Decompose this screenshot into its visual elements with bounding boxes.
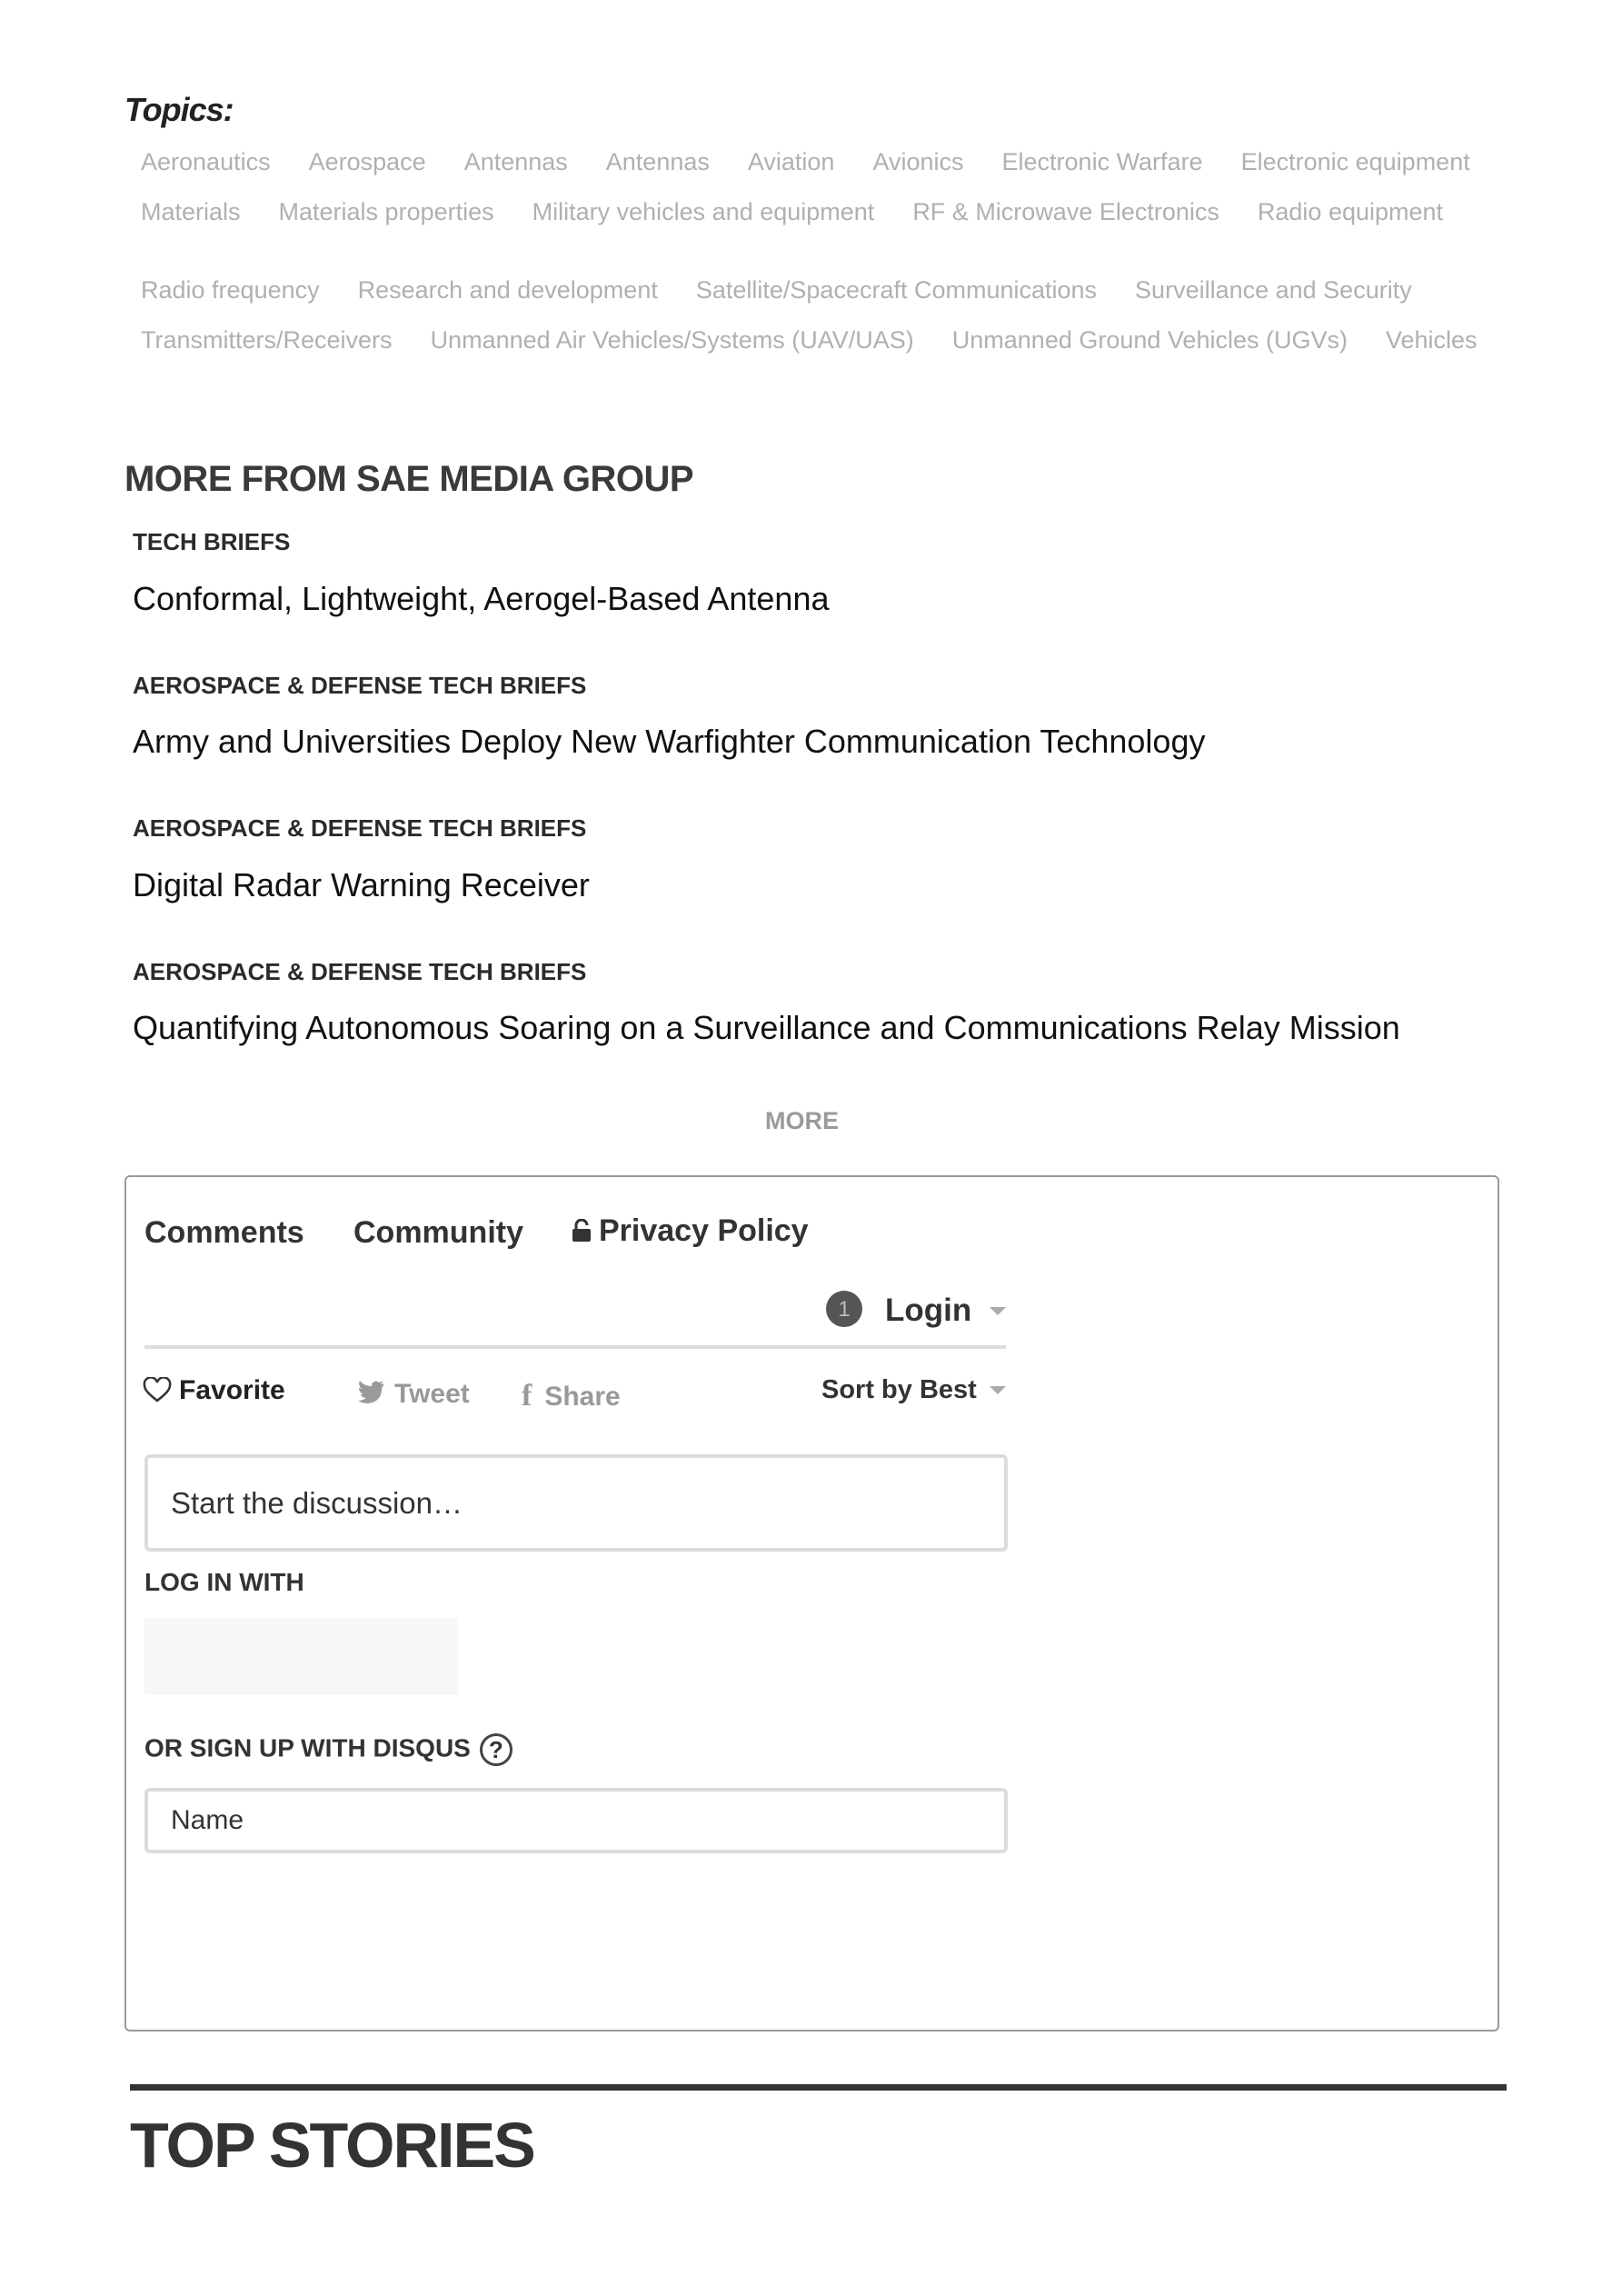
comment-input[interactable]: Start the discussion… (144, 1454, 1008, 1552)
help-icon[interactable]: ? (480, 1733, 512, 1766)
topic-link[interactable]: Materials properties (278, 198, 494, 225)
topic-link[interactable]: Aerospace (308, 148, 426, 175)
topic-link[interactable]: Unmanned Ground Vehicles (UGVs) (951, 326, 1348, 354)
story-category: AEROSPACE & DEFENSE TECH BRIEFS (133, 958, 587, 985)
top-stories-divider (130, 2084, 1507, 2091)
topics-row (141, 148, 1470, 176)
tweet-label: Tweet (394, 1379, 470, 1409)
topic-link[interactable]: Transmitters/Receivers (141, 326, 393, 354)
story-category: TECH BRIEFS (133, 528, 291, 555)
privacy-policy-label: Privacy Policy (599, 1213, 809, 1248)
log-in-with-label: LOG IN WITH (144, 1568, 304, 1596)
topic-link[interactable]: Avionics (872, 148, 964, 175)
favorite-button[interactable] (143, 1375, 285, 1406)
more-button[interactable]: MORE (765, 1107, 839, 1134)
privacy-policy-link[interactable] (572, 1213, 809, 1249)
social-login-buttons[interactable] (144, 1618, 458, 1695)
topic-link[interactable]: Electronic Warfare (1001, 148, 1203, 175)
topic-link[interactable]: Aviation (747, 148, 835, 175)
story-title-link[interactable]: Conformal, Lightweight, Aerogel-Based Antenna (133, 580, 830, 617)
sort-dropdown[interactable]: Sort by Best (821, 1375, 977, 1404)
twitter-icon (358, 1381, 385, 1404)
tab-community[interactable]: Community (353, 1215, 523, 1250)
topic-link[interactable]: Satellite/Spacecraft Communications (695, 276, 1098, 304)
sign-up-label (144, 1733, 512, 1766)
topic-link[interactable]: Aeronautics (141, 148, 271, 175)
tab-comments[interactable]: Comments (144, 1215, 304, 1250)
story-title-link[interactable]: Quantifying Autonomous Soaring on a Surveillance and Communications Relay Mission (133, 1009, 1400, 1046)
story-title-link[interactable]: Army and Universities Deploy New Warfighter Communication Technology (133, 723, 1206, 760)
topics-row (141, 276, 1412, 304)
more-from-heading: MORE FROM SAE MEDIA GROUP (124, 459, 694, 499)
topic-link[interactable]: Radio equipment (1257, 198, 1444, 225)
share-label: Share (544, 1382, 621, 1412)
story-category: AEROSPACE & DEFENSE TECH BRIEFS (133, 814, 587, 842)
tweet-button[interactable] (358, 1379, 470, 1410)
topics-row (141, 198, 1443, 226)
favorite-label: Favorite (179, 1375, 285, 1405)
top-stories-heading: TOP STORIES (130, 2110, 534, 2181)
topic-link[interactable]: Vehicles (1385, 326, 1478, 354)
topic-link[interactable]: Research and development (357, 276, 658, 304)
topic-link[interactable]: Antennas (605, 148, 710, 175)
topic-link[interactable]: Radio frequency (141, 276, 320, 304)
topics-heading: Topics: (124, 91, 234, 128)
topic-link[interactable]: Unmanned Air Vehicles/Systems (UAV/UAS) (430, 326, 914, 354)
sign-up-text: OR SIGN UP WITH DISQUS (144, 1733, 471, 1762)
login-chevron-down-icon[interactable] (990, 1307, 1006, 1315)
topic-link[interactable]: RF & Microwave Electronics (912, 198, 1219, 225)
topics-row (141, 326, 1478, 354)
story-title-link[interactable]: Digital Radar Warning Receiver (133, 866, 590, 903)
topic-link[interactable]: Materials (141, 198, 241, 225)
story-category: AEROSPACE & DEFENSE TECH BRIEFS (133, 672, 587, 699)
share-button[interactable] (522, 1379, 621, 1413)
login-button[interactable]: Login (885, 1293, 972, 1328)
name-field[interactable]: Name (144, 1788, 1008, 1853)
facebook-icon: f (522, 1379, 532, 1413)
notification-badge[interactable]: 1 (826, 1291, 862, 1327)
lock-icon (572, 1219, 592, 1243)
topic-link[interactable]: Military vehicles and equipment (532, 198, 875, 225)
sort-chevron-down-icon[interactable] (990, 1386, 1006, 1394)
toolbar-divider (144, 1345, 1006, 1349)
heart-icon (143, 1377, 172, 1403)
comments-widget (124, 1175, 1499, 2031)
topic-link[interactable]: Antennas (463, 148, 568, 175)
topic-link[interactable]: Surveillance and Security (1135, 276, 1412, 304)
topic-link[interactable]: Electronic equipment (1240, 148, 1470, 175)
